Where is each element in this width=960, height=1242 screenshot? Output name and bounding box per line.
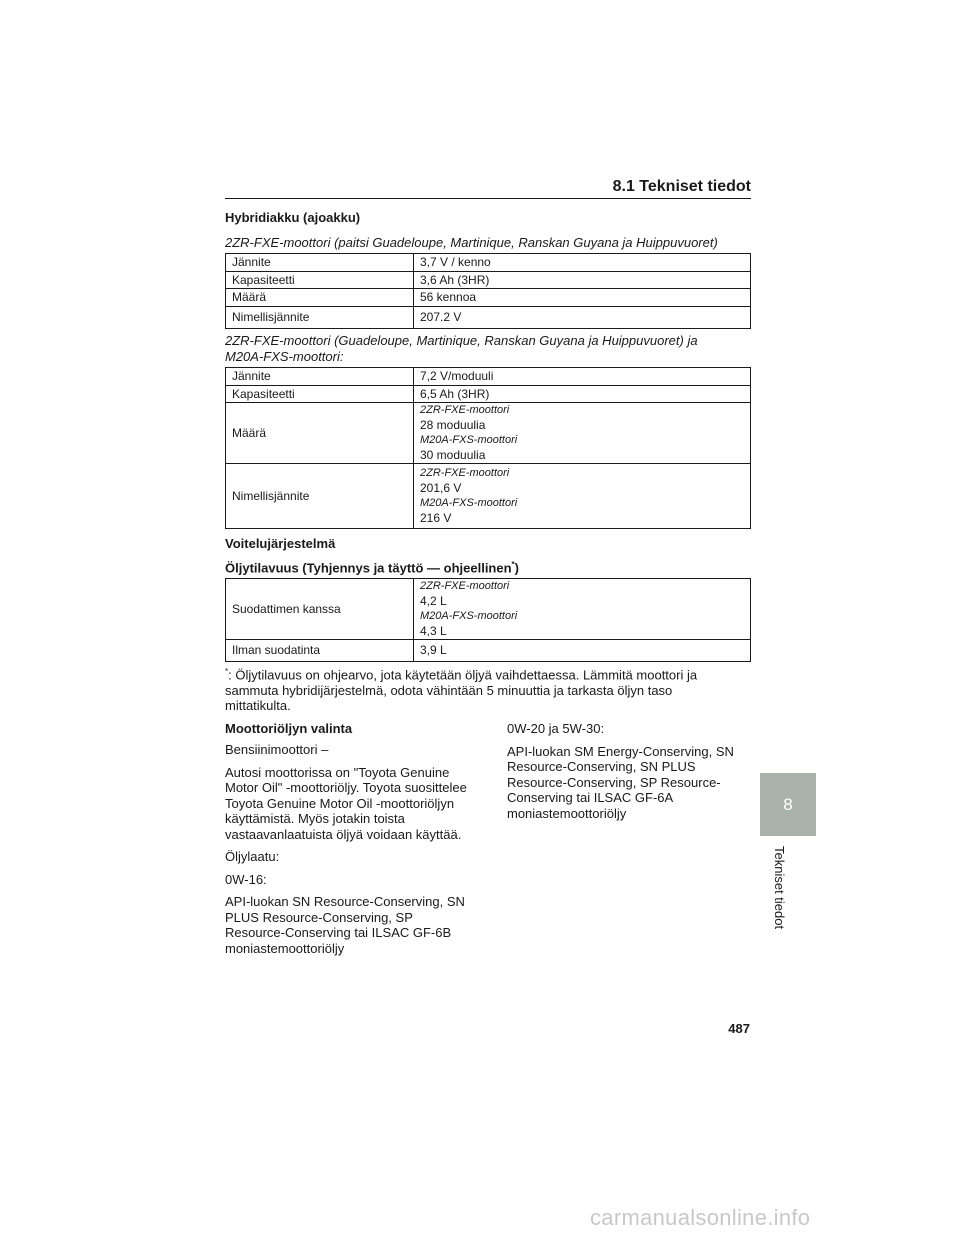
- oil-capacity-close: ): [514, 560, 520, 576]
- footnote-marker: *: [225, 667, 229, 676]
- table-row: [226, 640, 751, 662]
- table-row: [226, 272, 751, 289]
- chapter-number: 8: [783, 794, 793, 814]
- table-key: Kapasiteetti: [226, 272, 414, 289]
- table-key: Jännite: [226, 368, 414, 386]
- chapter-label: Tekniset tiedot: [772, 846, 787, 930]
- table-value: 3,9 L: [414, 640, 751, 662]
- paragraph: API-luokan SM Energy-Conserving, SN Resource-Conserving, SN PLUS Resource-Conserving, SP Resource-Conserving tai ILSAC GF-6A moniastemoottoriöljy: [507, 743, 734, 821]
- table-row: [226, 307, 751, 329]
- watermark: carmanualsonline.info: [590, 1205, 811, 1230]
- table-row: [226, 464, 751, 529]
- engine-label: M20A-FXS-moottori: [420, 434, 518, 446]
- paragraph: 0W-16:: [225, 871, 267, 887]
- header-divider: [225, 198, 751, 199]
- value-text: 4,3 L: [420, 624, 447, 638]
- table-row: [226, 254, 751, 272]
- table-row: [226, 579, 751, 640]
- table-row: [226, 386, 751, 403]
- paragraph: API-luokan SN Resource-Conserving, SN PLUS Resource-Conserving, SP Resource-Conserving tai ILSAC GF-6B moniastemoottoriöljy: [225, 894, 465, 956]
- table-value: 207.2 V: [414, 307, 751, 329]
- value-text: 201,6 V: [420, 481, 462, 495]
- table-key: Jännite: [226, 254, 414, 272]
- paragraph: Bensiinimoottori –: [225, 742, 329, 757]
- oil-selection-column-left: [225, 721, 475, 956]
- table-key: Kapasiteetti: [226, 386, 414, 403]
- hybrid-subheading-1: 2ZR-FXE-moottori (paitsi Guadeloupe, Martinique, Ranskan Guyana ja Huippuvuoret): [225, 235, 718, 250]
- value-text: 216 V: [420, 511, 452, 525]
- footnote: [225, 664, 725, 714]
- value-text: 28 moduulia: [420, 418, 486, 432]
- page-number: 487: [728, 1021, 750, 1036]
- subheading-line: 2ZR-FXE-moottori (Guadeloupe, Martinique, Ranskan Guyana ja Huippuvuoret) ja: [225, 333, 698, 348]
- table-value: [414, 579, 751, 640]
- engine-label: 2ZR-FXE-moottori: [420, 580, 510, 592]
- hybrid-battery-table-1: [225, 253, 751, 329]
- table-key: Määrä: [226, 403, 414, 464]
- engine-label: 2ZR-FXE-moottori: [420, 404, 510, 416]
- footnote-text: : Öljytilavuus on ohjearvo, jota käytetään öljyä vaihdettaessa. Lämmitä moottori ja sammuta hybridijärjestelmä, odota vähintään 5 minuuttia ja tarkasta öljyn taso mittatikulta.: [225, 667, 698, 714]
- paragraph: Autosi moottorissa on "Toyota Genuine Motor Oil" -moottoriöljy. Toyota suosittelee Toyota Genuine Motor Oil -moottoriöljyn käyttämistä. Myös jotakin toista vastaavanlaatuista öljyä voidaan käyttää.: [225, 764, 467, 842]
- table-value: 56 kennoa: [414, 289, 751, 307]
- table-row: [226, 289, 751, 307]
- table-row: [226, 403, 751, 464]
- table-value: 6,5 Ah (3HR): [414, 386, 751, 403]
- footnote-marker: *: [511, 560, 515, 569]
- hybrid-battery-table-2: [225, 367, 751, 529]
- subheading-line: M20A-FXS-moottori:: [225, 349, 344, 364]
- hybrid-subheading-2: [225, 333, 698, 365]
- hybrid-battery-heading: Hybridiakku (ajoakku): [225, 210, 361, 225]
- table-row: [226, 368, 751, 386]
- oil-capacity-heading: [225, 560, 519, 575]
- paragraph: Öljylaatu:: [225, 849, 280, 864]
- engine-label: M20A-FXS-moottori: [420, 610, 518, 622]
- value-text: 4,2 L: [420, 594, 447, 608]
- engine-label: M20A-FXS-moottori: [420, 497, 518, 509]
- table-key: Suodattimen kanssa: [226, 579, 414, 640]
- value-text: 30 moduulia: [420, 448, 486, 462]
- table-value: 3,6 Ah (3HR): [414, 272, 751, 289]
- table-value: 3,7 V / kenno: [414, 254, 751, 272]
- table-value: [414, 403, 751, 464]
- oil-capacity-table: [225, 578, 751, 662]
- engine-label: 2ZR-FXE-moottori: [420, 467, 510, 479]
- oil-selection-column-right: [507, 721, 751, 821]
- table-key: Nimellisjännite: [226, 464, 414, 529]
- table-key: Ilman suodatinta: [226, 640, 414, 662]
- table-key: Nimellisjännite: [226, 307, 414, 329]
- chapter-tab[interactable]: [760, 773, 816, 836]
- paragraph: 0W-20 ja 5W-30:: [507, 721, 605, 736]
- table-value: [414, 464, 751, 529]
- oil-selection-heading: Moottoriöljyn valinta: [225, 721, 353, 736]
- table-key: Määrä: [226, 289, 414, 307]
- section-title: 8.1 Tekniset tiedot: [612, 178, 751, 195]
- table-value: 7,2 V/moduuli: [414, 368, 751, 386]
- lubrication-heading: Voitelujärjestelmä: [225, 536, 336, 551]
- oil-capacity-text: Öljytilavuus (Tyhjennys ja täyttö — ohjeellinen: [225, 560, 512, 576]
